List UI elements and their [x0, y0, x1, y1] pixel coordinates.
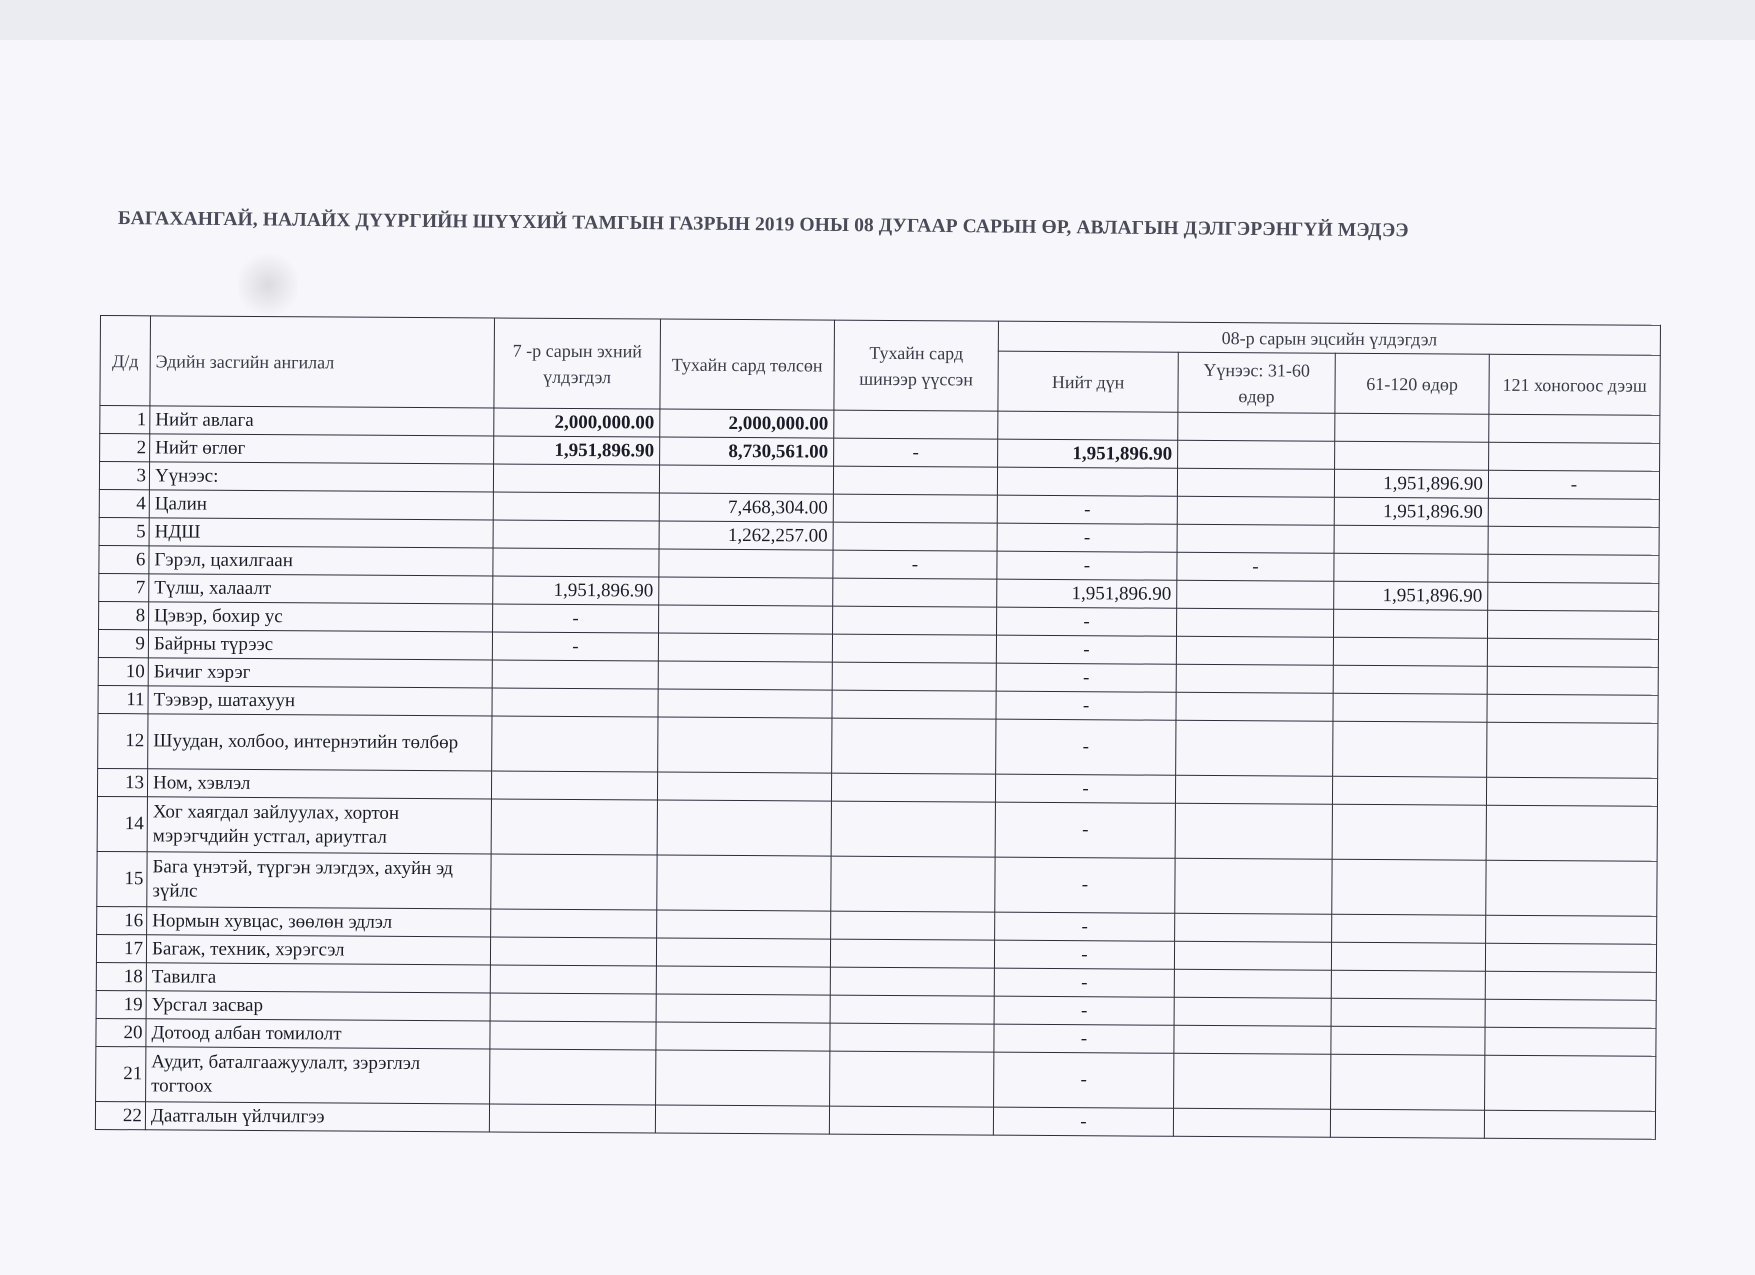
- cell-31-60-days: [1174, 969, 1331, 998]
- cell-31-60-days: [1174, 941, 1331, 970]
- row-number: 1: [100, 406, 150, 434]
- cell-new-arisen: [830, 939, 994, 968]
- cell-121-plus-days: [1484, 1110, 1655, 1139]
- cell-total: -: [994, 1024, 1174, 1053]
- cell-61-120-days: 1,951,896.90: [1334, 497, 1488, 526]
- ink-smudge: [238, 245, 298, 325]
- row-category-label: Шуудан, холбоо, интернэтийн төлбөр: [148, 714, 492, 771]
- cell-31-60-days: [1176, 692, 1333, 721]
- row-category-label: Үүнээс:: [149, 462, 493, 492]
- cell-61-120-days: [1331, 1054, 1485, 1110]
- cell-new-arisen: [829, 1106, 993, 1135]
- cell-new-arisen: [833, 466, 997, 495]
- cell-61-120-days: [1331, 970, 1485, 999]
- header-closing-balance-group: 08-р сарын эцсийн үлдэгдэл: [998, 321, 1660, 355]
- cell-paid: [657, 855, 831, 911]
- row-category-label: Цалин: [149, 490, 493, 520]
- cell-121-plus-days: [1487, 694, 1658, 723]
- cell-61-120-days: [1333, 665, 1487, 694]
- cell-31-60-days: [1178, 412, 1335, 441]
- table-row: [96, 1046, 1656, 1111]
- cell-new-arisen: [831, 801, 995, 857]
- cell-opening-balance: [489, 1104, 655, 1133]
- row-number: 2: [100, 434, 150, 462]
- cell-31-60-days: [1177, 496, 1334, 525]
- cell-opening-balance: [491, 799, 657, 855]
- cell-31-60-days: [1175, 913, 1332, 942]
- cell-opening-balance: -: [493, 604, 659, 633]
- cell-31-60-days: [1174, 1025, 1331, 1054]
- cell-new-arisen: [832, 718, 996, 774]
- cell-total: [998, 411, 1178, 440]
- cell-new-arisen: -: [834, 438, 998, 467]
- row-category-label: Даатгалын үйлчилгээ: [145, 1102, 489, 1132]
- cell-121-plus-days: [1489, 414, 1660, 443]
- cell-new-arisen: [833, 578, 997, 607]
- cell-31-60-days: [1178, 440, 1335, 469]
- header-paid: Тухайн сард төлсөн: [660, 319, 835, 410]
- cell-paid: 7,468,304.00: [659, 493, 833, 522]
- cell-31-60-days: [1175, 775, 1332, 804]
- cell-61-120-days: [1331, 1026, 1485, 1055]
- header-total: Нийт дүн: [998, 351, 1178, 412]
- cell-opening-balance: [492, 688, 658, 717]
- cell-total: -: [995, 857, 1175, 913]
- cell-121-plus-days: -: [1488, 470, 1659, 499]
- row-number: 14: [97, 796, 147, 851]
- row-number: 19: [96, 990, 146, 1018]
- cell-61-120-days: [1333, 637, 1487, 666]
- row-category-label: Хог хаягдал зайлуулах, хортон мэрэгчдийн устгал, ариутгал: [147, 797, 491, 854]
- cell-121-plus-days: [1486, 860, 1657, 916]
- cell-31-60-days: [1173, 1108, 1330, 1137]
- row-number: 18: [96, 962, 146, 990]
- cell-new-arisen: [831, 773, 995, 802]
- cell-61-120-days: [1334, 553, 1488, 582]
- cell-total: 1,951,896.90: [998, 439, 1178, 468]
- cell-121-plus-days: [1487, 610, 1658, 639]
- cell-61-120-days: [1332, 914, 1486, 943]
- cell-paid: 2,000,000.00: [660, 409, 834, 438]
- row-category-label: Аудит, баталгаажуулалт, зэрэглэл тогтоох: [146, 1047, 490, 1104]
- cell-total: 1,951,896.90: [997, 579, 1177, 608]
- cell-paid: [657, 910, 831, 939]
- document-title: БАГАХАНГАЙ, НАЛАЙХ ДҮҮРГИЙН ШҮҮХИЙ ТАМГЫН ГАЗРЫН 2019 ОНЫ 08 ДУГААР САРЫН ӨР, АВЛАГЫН ДЭЛГЭРЭНГҮЙ МЭДЭЭ: [117, 208, 1409, 242]
- row-number: 16: [97, 906, 147, 934]
- cell-31-60-days: [1176, 664, 1333, 693]
- row-number: 11: [98, 685, 148, 713]
- row-number: 8: [99, 601, 149, 629]
- row-category-label: Гэрэл, цахилгаан: [149, 546, 493, 576]
- cell-paid: [656, 994, 830, 1023]
- cell-paid: [656, 1022, 830, 1051]
- header-121-plus-days: 121 хоногоос дээш: [1489, 354, 1660, 415]
- header-opening-balance: 7 -р сарын эхний үлдэгдэл: [494, 318, 661, 409]
- cell-paid: [657, 800, 831, 856]
- cell-total: -: [996, 719, 1176, 775]
- cell-61-120-days: [1331, 998, 1485, 1027]
- cell-121-plus-days: [1488, 554, 1659, 583]
- cell-31-60-days: [1177, 468, 1334, 497]
- cell-total: -: [995, 802, 1175, 858]
- row-category-label: Багаж, техник, хэрэгсэл: [146, 935, 490, 965]
- cell-new-arisen: [830, 967, 994, 996]
- cell-paid: [656, 1050, 830, 1106]
- cell-new-arisen: [830, 1023, 994, 1052]
- cell-121-plus-days: [1485, 943, 1656, 972]
- cell-new-arisen: [832, 634, 996, 663]
- cell-paid: 1,262,257.00: [659, 521, 833, 550]
- header-31-60-days: Үүнээс: 31-60 өдөр: [1178, 352, 1335, 413]
- cell-31-60-days: [1177, 524, 1334, 553]
- cell-total: -: [994, 940, 1174, 969]
- cell-new-arisen: [831, 911, 995, 940]
- cell-121-plus-days: [1486, 915, 1657, 944]
- report-table-wrapper: [95, 315, 1660, 1140]
- cell-121-plus-days: [1488, 582, 1659, 611]
- row-number: 6: [99, 545, 149, 573]
- cell-121-plus-days: [1486, 777, 1657, 806]
- row-number: 9: [98, 629, 148, 657]
- debt-receivable-table: [95, 315, 1661, 1140]
- row-number: 5: [99, 517, 149, 545]
- cell-121-plus-days: [1485, 971, 1656, 1000]
- cell-121-plus-days: [1487, 638, 1658, 667]
- cell-paid: [659, 577, 833, 606]
- cell-paid: [656, 966, 830, 995]
- cell-total: -: [997, 523, 1177, 552]
- row-category-label: Нийт авлага: [150, 406, 494, 436]
- row-number: 3: [99, 462, 149, 490]
- cell-new-arisen: -: [833, 550, 997, 579]
- cell-paid: [658, 689, 832, 718]
- cell-opening-balance: [491, 909, 657, 938]
- row-number: 15: [97, 851, 147, 906]
- cell-paid: [659, 605, 833, 634]
- row-number: 4: [99, 489, 149, 517]
- cell-total: -: [995, 912, 1175, 941]
- cell-31-60-days: [1175, 858, 1332, 914]
- cell-61-120-days: [1331, 942, 1485, 971]
- cell-31-60-days: [1176, 720, 1333, 776]
- cell-total: -: [995, 774, 1175, 803]
- row-number: 22: [95, 1101, 145, 1129]
- header-new-arisen: Тухайн сард шинээр үүссэн: [834, 320, 999, 411]
- cell-opening-balance: [490, 1021, 656, 1050]
- row-category-label: НДШ: [149, 518, 493, 548]
- cell-opening-balance: [493, 464, 659, 493]
- cell-opening-balance: 1,951,896.90: [494, 436, 660, 465]
- header-61-120-days: 61-120 өдөр: [1335, 353, 1489, 414]
- cell-paid: [658, 633, 832, 662]
- row-category-label: Байрны түрээс: [148, 630, 492, 660]
- cell-61-120-days: [1332, 859, 1486, 915]
- row-category-label: Бичиг хэрэг: [148, 658, 492, 688]
- row-category-label: Түлш, халаалт: [149, 574, 493, 604]
- row-category-label: Тээвэр, шатахуун: [148, 686, 492, 716]
- table-body: [95, 406, 1660, 1140]
- cell-61-120-days: [1334, 525, 1488, 554]
- cell-new-arisen: [833, 606, 997, 635]
- row-number: 12: [98, 713, 148, 768]
- cell-new-arisen: [830, 995, 994, 1024]
- cell-paid: [657, 772, 831, 801]
- cell-121-plus-days: [1485, 1055, 1656, 1111]
- row-number: 21: [96, 1046, 146, 1101]
- table-row: [98, 713, 1658, 778]
- cell-opening-balance: [492, 716, 658, 772]
- cell-61-120-days: [1335, 441, 1489, 470]
- cell-31-60-days: [1177, 608, 1334, 637]
- cell-31-60-days: [1176, 636, 1333, 665]
- cell-paid: [655, 1105, 829, 1134]
- cell-opening-balance: [493, 520, 659, 549]
- cell-121-plus-days: [1488, 526, 1659, 555]
- cell-opening-balance: [492, 660, 658, 689]
- row-category-label: Тавилга: [146, 963, 490, 993]
- cell-total: -: [996, 691, 1176, 720]
- cell-total: -: [996, 663, 1176, 692]
- cell-new-arisen: [832, 690, 996, 719]
- cell-total: -: [994, 1052, 1174, 1108]
- cell-paid: 8,730,561.00: [660, 437, 834, 466]
- cell-121-plus-days: [1487, 666, 1658, 695]
- row-number: 10: [98, 657, 148, 685]
- cell-61-120-days: [1335, 413, 1489, 442]
- cell-opening-balance: 1,951,896.90: [493, 576, 659, 605]
- cell-new-arisen: [831, 856, 995, 912]
- row-number: 17: [96, 934, 146, 962]
- row-category-label: Цэвэр, бохир ус: [149, 602, 493, 632]
- row-category-label: Бага үнэтэй, түргэн элэгдэх, ахуйн эд зүйлс: [147, 852, 491, 909]
- row-category-label: Ном, хэвлэл: [147, 769, 491, 799]
- cell-61-120-days: 1,951,896.90: [1334, 581, 1488, 610]
- cell-opening-balance: [493, 548, 659, 577]
- cell-new-arisen: [833, 494, 997, 523]
- row-number: 13: [97, 768, 147, 796]
- cell-opening-balance: -: [492, 632, 658, 661]
- cell-total: -: [994, 968, 1174, 997]
- row-category-label: Урсгал засвар: [146, 991, 490, 1021]
- cell-31-60-days: -: [1177, 552, 1334, 581]
- cell-opening-balance: [490, 937, 656, 966]
- cell-31-60-days: [1177, 580, 1334, 609]
- cell-opening-balance: [490, 965, 656, 994]
- cell-new-arisen: [833, 522, 997, 551]
- cell-opening-balance: 2,000,000.00: [494, 408, 660, 437]
- table-row: [97, 851, 1657, 916]
- cell-121-plus-days: [1485, 999, 1656, 1028]
- cell-opening-balance: [491, 854, 657, 910]
- cell-total: -: [997, 495, 1177, 524]
- cell-total: -: [997, 607, 1177, 636]
- cell-paid: [659, 549, 833, 578]
- header-index: Д/д: [100, 316, 151, 406]
- row-category-label: Нормын хувцас, зөөлөн эдлэл: [147, 907, 491, 937]
- cell-61-120-days: [1332, 776, 1486, 805]
- cell-121-plus-days: [1489, 442, 1660, 471]
- cell-61-120-days: [1333, 609, 1487, 638]
- cell-61-120-days: 1,951,896.90: [1334, 469, 1488, 498]
- cell-121-plus-days: [1486, 805, 1657, 861]
- cell-total: -: [997, 551, 1177, 580]
- cell-121-plus-days: [1485, 1027, 1656, 1056]
- cell-opening-balance: [493, 492, 659, 521]
- cell-61-120-days: [1332, 804, 1486, 860]
- header-category: Эдийн засгийн ангилал: [150, 316, 495, 408]
- row-number: 7: [99, 573, 149, 601]
- cell-opening-balance: [490, 993, 656, 1022]
- cell-opening-balance: [491, 771, 657, 800]
- cell-new-arisen: [830, 1051, 994, 1107]
- cell-61-120-days: [1333, 721, 1487, 777]
- row-category-label: Нийт өглөг: [150, 434, 494, 464]
- cell-61-120-days: [1330, 1109, 1484, 1138]
- cell-new-arisen: [834, 410, 998, 439]
- cell-total: [997, 467, 1177, 496]
- cell-total: -: [996, 635, 1176, 664]
- cell-new-arisen: [832, 662, 996, 691]
- cell-paid: [656, 938, 830, 967]
- table-row: [97, 796, 1657, 861]
- cell-paid: [659, 465, 833, 494]
- cell-61-120-days: [1333, 693, 1487, 722]
- cell-121-plus-days: [1488, 498, 1659, 527]
- cell-paid: [658, 661, 832, 690]
- row-number: 20: [96, 1018, 146, 1046]
- row-category-label: Дотоод албан томилолт: [146, 1019, 490, 1049]
- cell-opening-balance: [490, 1049, 656, 1105]
- cell-paid: [658, 717, 832, 773]
- cell-31-60-days: [1174, 997, 1331, 1026]
- cell-121-plus-days: [1487, 722, 1658, 778]
- cell-31-60-days: [1175, 803, 1332, 859]
- cell-total: -: [993, 1107, 1173, 1136]
- cell-total: -: [994, 996, 1174, 1025]
- cell-31-60-days: [1174, 1053, 1331, 1109]
